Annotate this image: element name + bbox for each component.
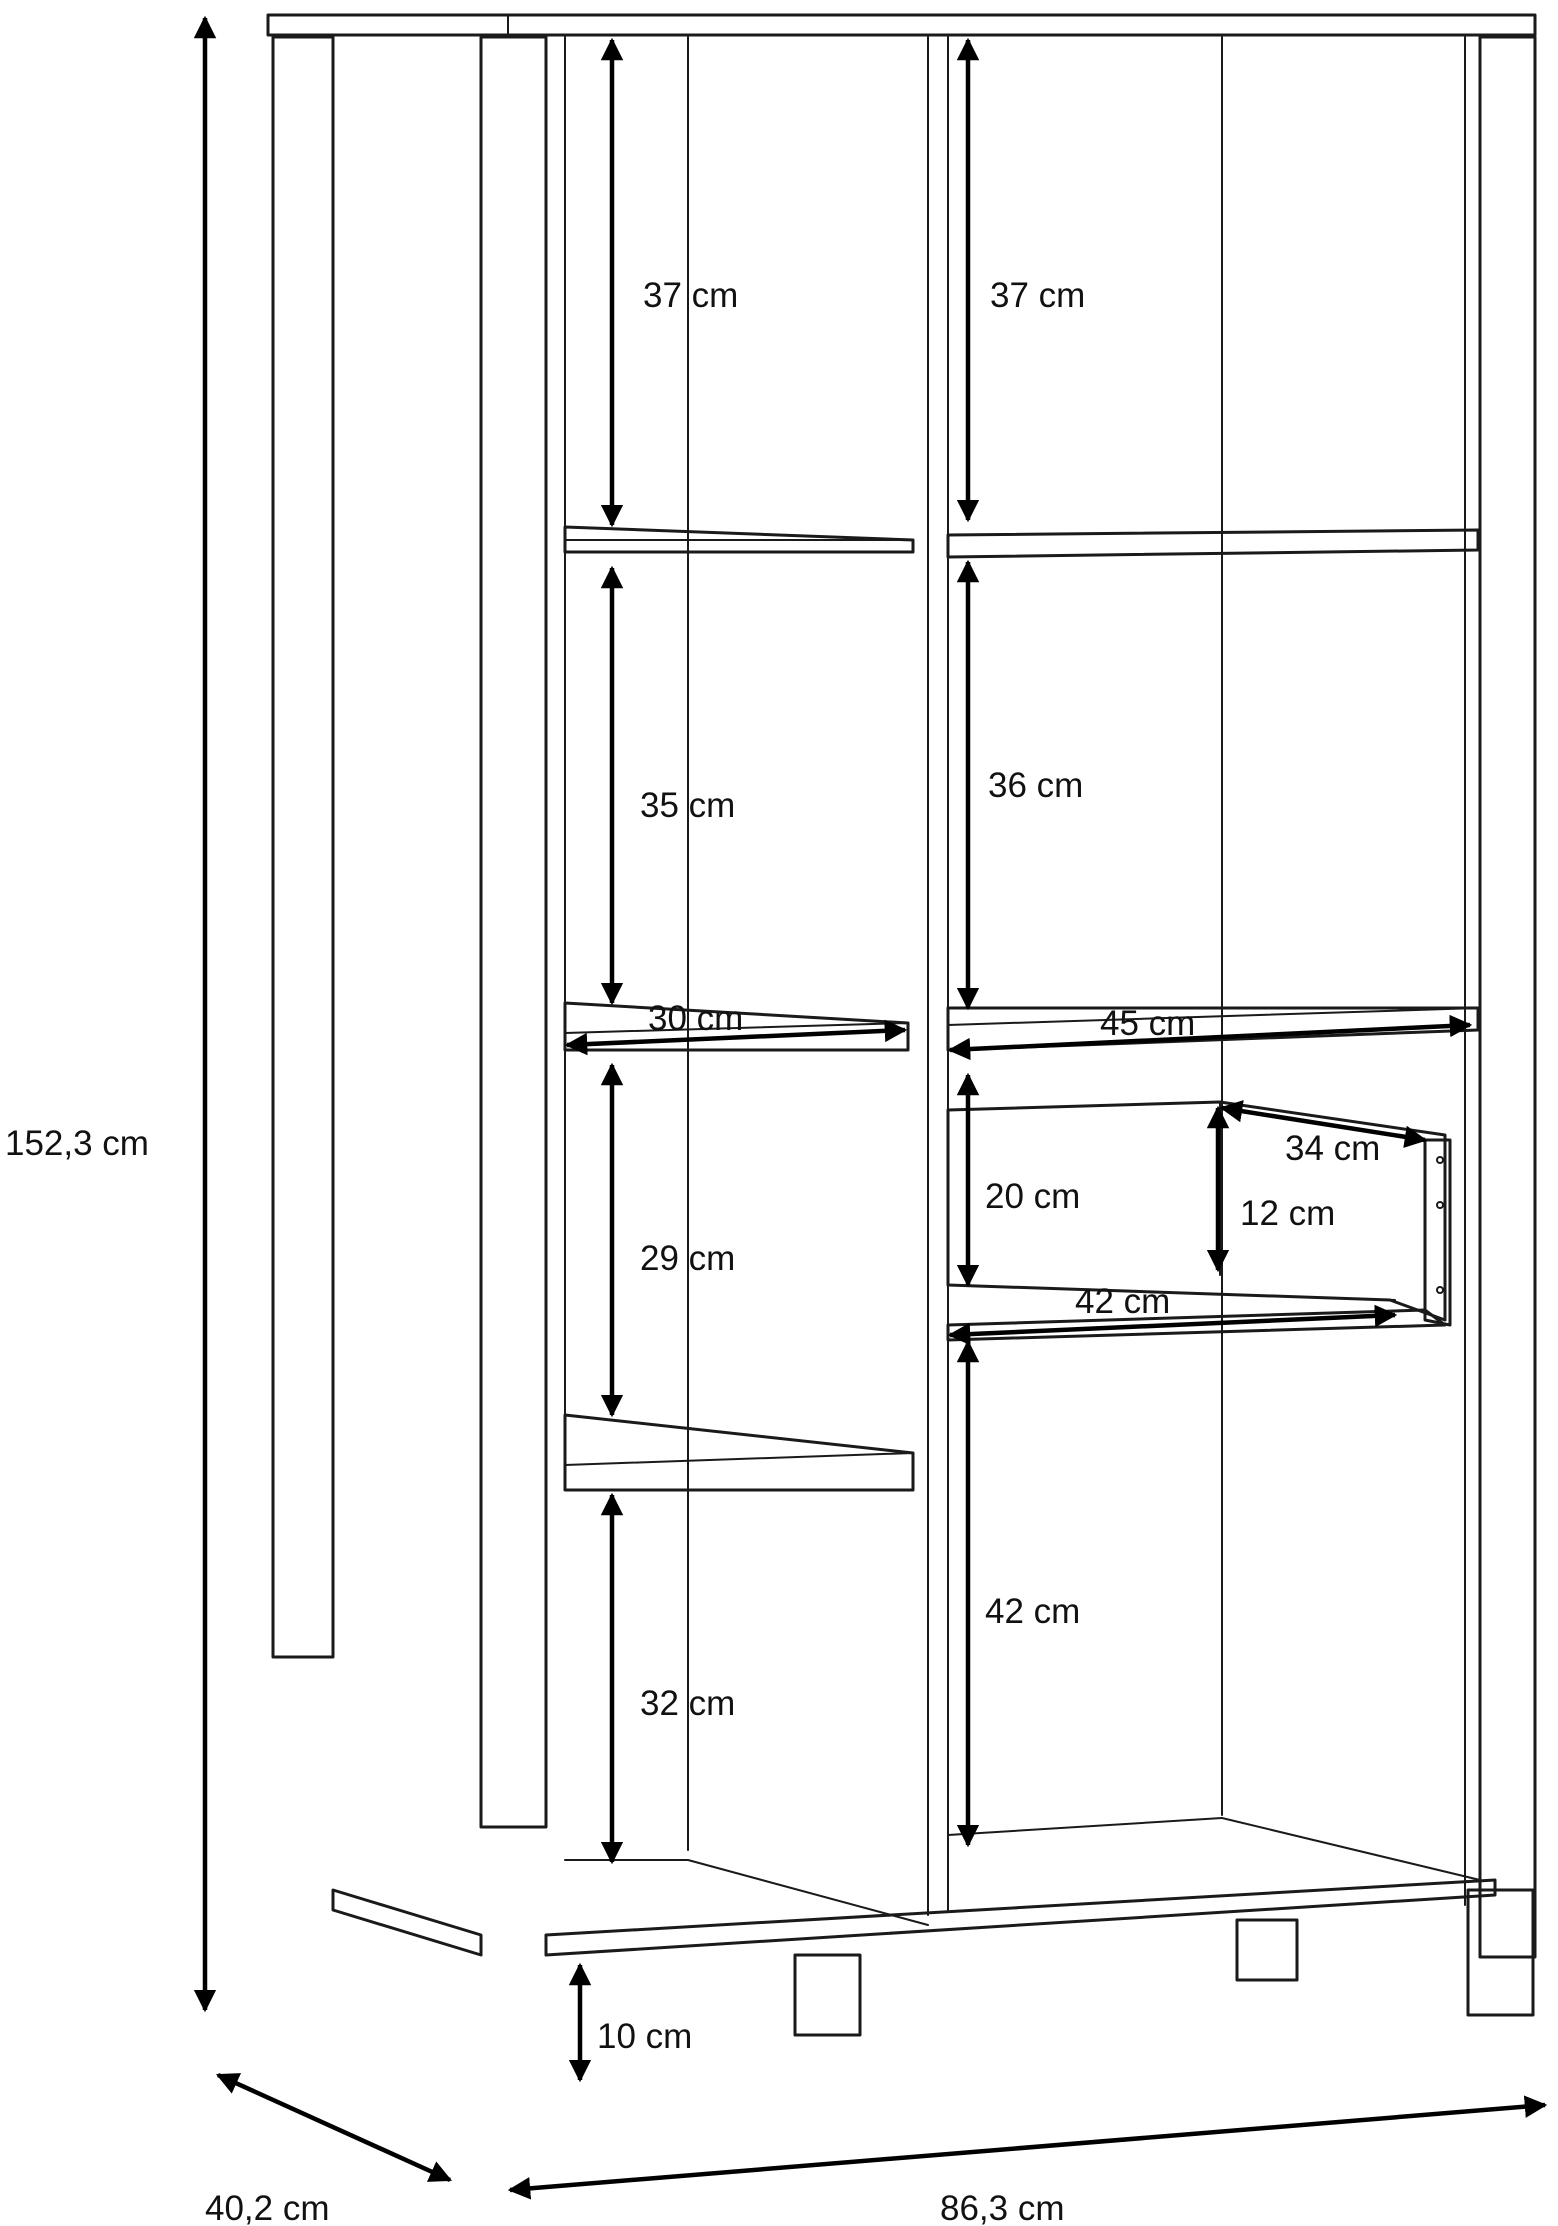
drawer-depth-label: 34 cm bbox=[1285, 1129, 1381, 1168]
dimension-labels bbox=[5, 276, 1380, 2226]
right-shelf-width-label: 45 cm bbox=[1100, 1004, 1196, 1043]
depth-arrow bbox=[218, 2075, 450, 2180]
leg-height-label: 10 cm bbox=[597, 2017, 693, 2056]
left-bottom-label: 32 cm bbox=[640, 1684, 736, 1723]
right-bottom-label: 42 cm bbox=[985, 1592, 1081, 1631]
total-height-label: 152,3 cm bbox=[5, 1124, 149, 1163]
drawer-height-label: 12 cm bbox=[1240, 1194, 1336, 1233]
width-arrow bbox=[510, 2105, 1545, 2190]
width-label: 86,3 cm bbox=[940, 2189, 1065, 2226]
drawer-opening-label: 20 cm bbox=[985, 1177, 1081, 1216]
dimension-arrows bbox=[205, 18, 1545, 2190]
drawer-width-label: 42 cm bbox=[1075, 1282, 1171, 1321]
left-third-label: 29 cm bbox=[640, 1239, 736, 1278]
left-shelf-width-label: 30 cm bbox=[648, 999, 744, 1038]
left-top-label: 37 cm bbox=[643, 276, 739, 315]
right-top-label: 37 cm bbox=[990, 276, 1086, 315]
left-second-label: 35 cm bbox=[640, 786, 736, 825]
cabinet-drawing bbox=[268, 15, 1535, 2035]
depth-label: 40,2 cm bbox=[205, 2189, 330, 2226]
right-shelf-width-arrow bbox=[950, 1025, 1470, 1050]
right-second-label: 36 cm bbox=[988, 766, 1084, 805]
